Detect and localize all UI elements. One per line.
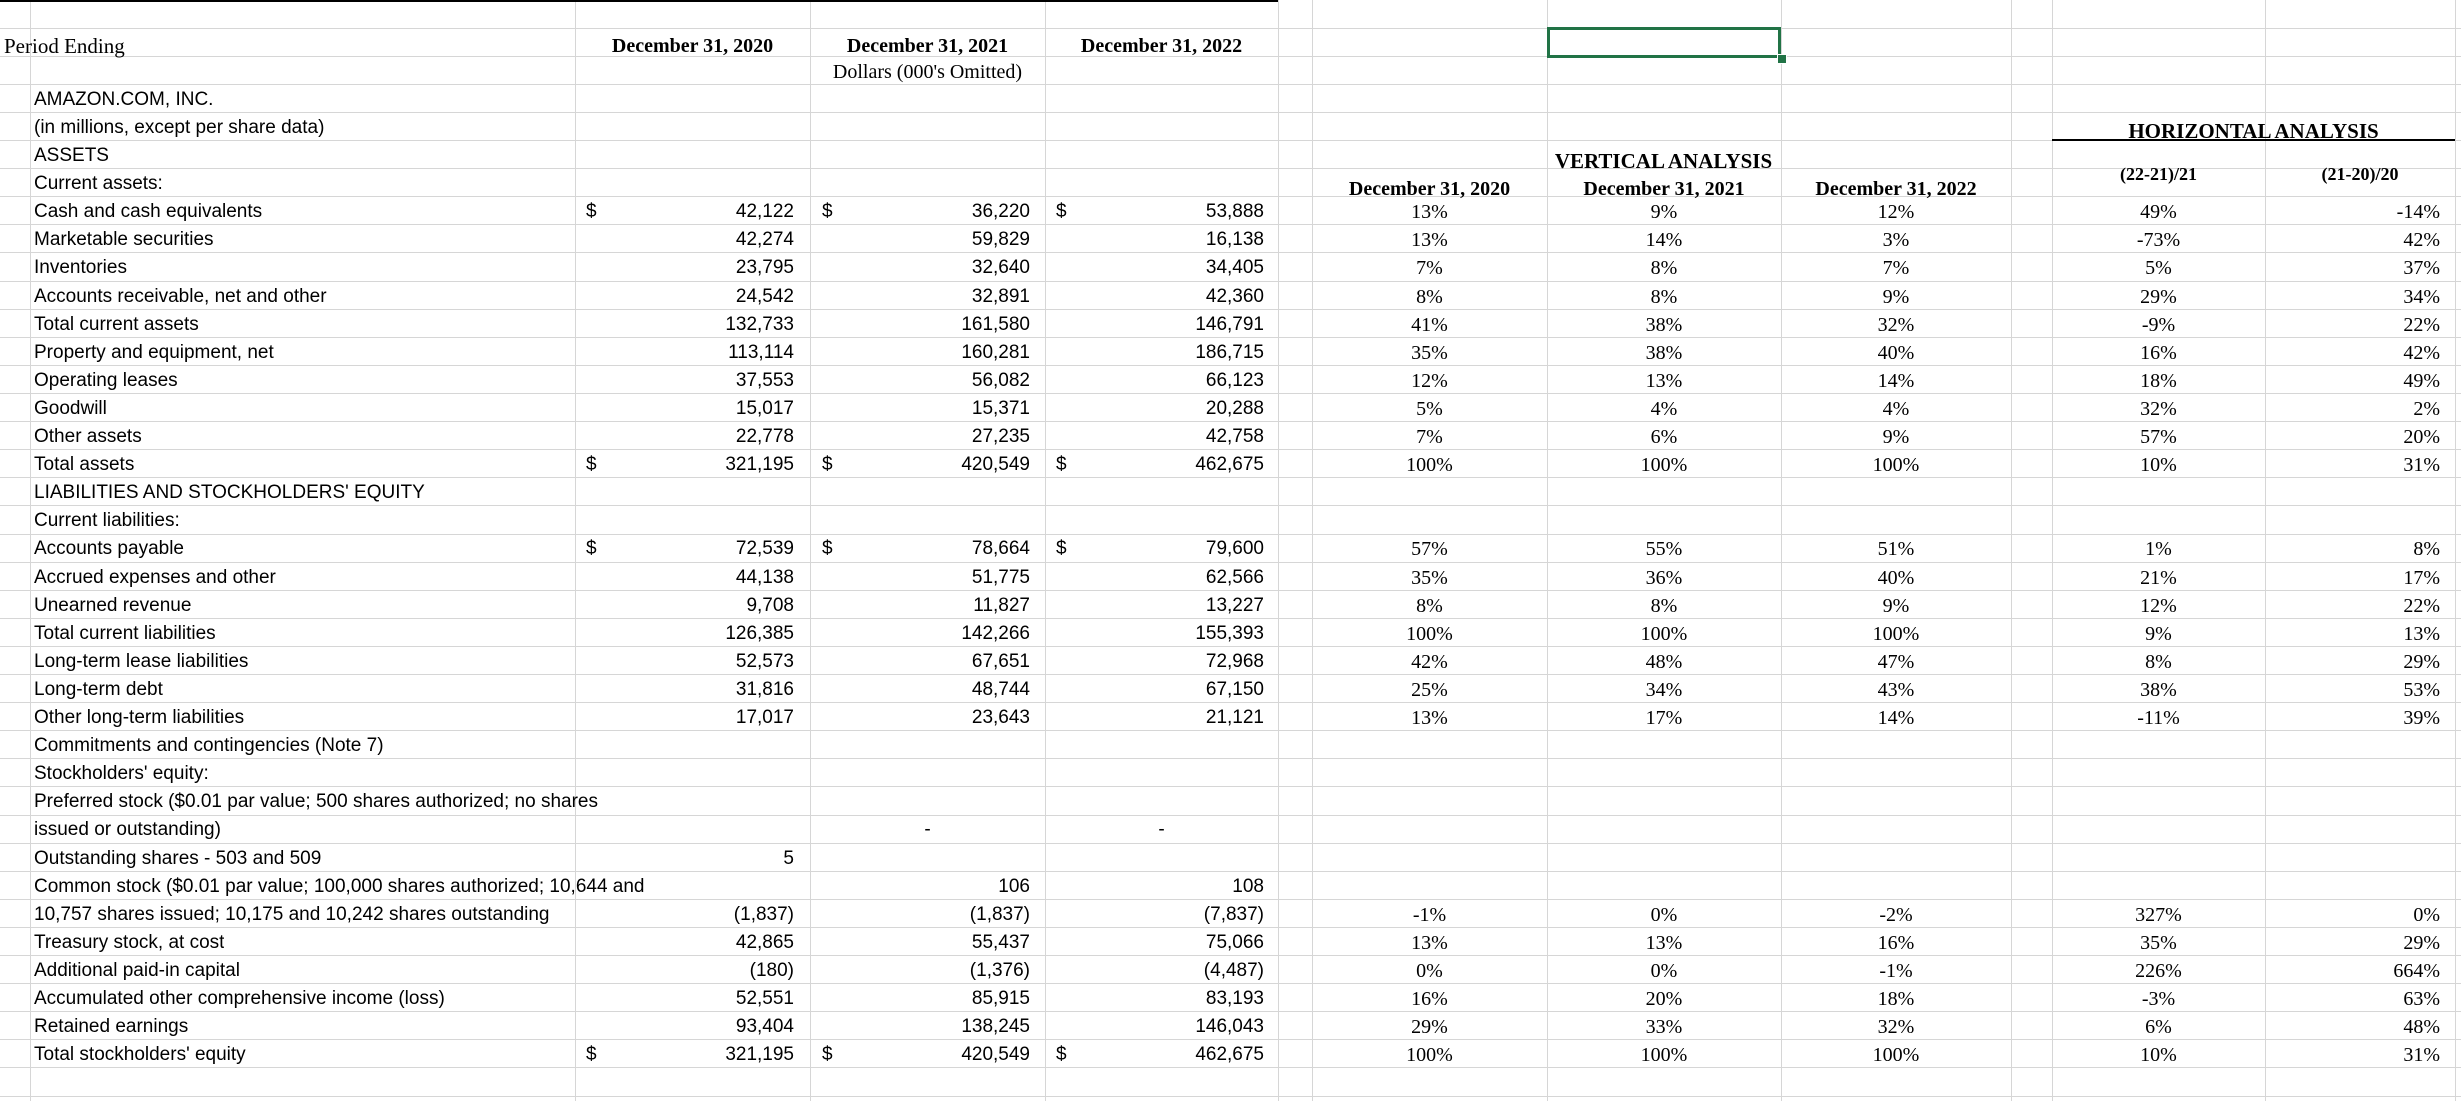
cell-p22[interactable]: 40% (1877, 567, 1915, 589)
cell-v20[interactable]: 126,385 (725, 623, 794, 644)
cell-h1[interactable]: -9% (2141, 314, 2176, 336)
cell-h1[interactable]: 18% (2140, 370, 2177, 392)
row-label: Total assets (34, 454, 135, 475)
cell-v21[interactable]: 48,744 (971, 679, 1030, 700)
cell-v22[interactable]: 462,675 (1195, 454, 1264, 475)
cell-p20[interactable]: 7% (1416, 257, 1443, 279)
cell-h1[interactable]: 12% (2140, 595, 2177, 617)
fill-handle[interactable] (1777, 54, 1787, 64)
row-label: Treasury stock, at cost (34, 932, 225, 953)
cell-v22[interactable]: (4,487) (1203, 960, 1264, 981)
horizontal-analysis-title: HORIZONTAL ANALYSIS (2128, 119, 2379, 143)
cell-h2[interactable]: 22% (2403, 314, 2440, 336)
row-label: Accounts receivable, net and other (34, 286, 327, 307)
header-2022: December 31, 2022 (1080, 35, 1243, 57)
gridline (810, 0, 811, 1101)
gridline (0, 28, 2461, 29)
cell-p20[interactable]: 5% (1416, 398, 1443, 420)
row-label: LIABILITIES AND STOCKHOLDERS' EQUITY (34, 482, 425, 503)
cell-p21[interactable]: 34% (1645, 679, 1683, 701)
cell-h2[interactable]: 31% (2403, 454, 2440, 476)
cell-p22[interactable]: 7% (1882, 257, 1910, 279)
cell-h2[interactable]: 29% (2403, 932, 2440, 954)
cell-p21[interactable]: 14% (1645, 229, 1683, 251)
cell-v22[interactable]: 186,715 (1195, 342, 1264, 363)
cell-v21[interactable]: 160,281 (961, 342, 1030, 363)
row-label: Outstanding shares - 503 and 509 (34, 848, 322, 869)
cell-v21[interactable]: 23,643 (971, 707, 1030, 728)
cell-p22[interactable]: 47% (1877, 651, 1915, 673)
vertical-header-2021: December 31, 2021 (1583, 178, 1745, 200)
cell-h2[interactable]: 2% (2413, 398, 2440, 420)
cell-v21[interactable]: 59,829 (971, 229, 1030, 250)
cell-h1[interactable]: 35% (2140, 932, 2177, 954)
cell-v21[interactable]: 27,235 (971, 426, 1030, 447)
cell-h2[interactable]: 20% (2403, 426, 2440, 448)
cell-h1[interactable]: 8% (2145, 651, 2172, 673)
cell-v21[interactable]: 56,082 (971, 370, 1030, 391)
vertical-analysis-title: VERTICAL ANALYSIS (1554, 149, 1773, 173)
cell-h2[interactable]: 31% (2403, 1044, 2440, 1066)
cell-h1[interactable]: 49% (2140, 201, 2177, 223)
cell-v20[interactable]: 113,114 (728, 342, 794, 363)
cell-v22[interactable]: 53,888 (1205, 201, 1264, 222)
cell-p22[interactable]: 40% (1877, 342, 1915, 364)
cell-v20[interactable]: 44,138 (735, 567, 794, 588)
cell-v21[interactable]: 36,220 (971, 201, 1030, 222)
cell-h1[interactable]: -73% (2136, 229, 2181, 251)
header-2020: December 31, 2020 (611, 35, 774, 57)
cell-d20[interactable]: $ (586, 454, 597, 475)
cell-p22[interactable]: 9% (1882, 595, 1910, 617)
cell-v20[interactable]: (180) (749, 960, 794, 981)
gridline (0, 1096, 2461, 1097)
cell-v22[interactable]: - (1158, 819, 1165, 840)
cell-v20[interactable]: 52,573 (735, 651, 794, 672)
cell-p20[interactable]: 16% (1411, 988, 1448, 1010)
row-label: Accrued expenses and other (34, 567, 276, 588)
cell-p22[interactable]: -1% (1879, 960, 1913, 982)
cell-d20[interactable]: $ (586, 201, 597, 222)
cell-p20[interactable]: 41% (1411, 314, 1448, 336)
row-label: Accumulated other comprehensive income (loss) (34, 988, 445, 1009)
cell-p21[interactable]: 0% (1650, 960, 1678, 982)
cell-h1[interactable]: 16% (2140, 342, 2177, 364)
row-label: Common stock ($0.01 par value; 100,000 shares authorized; 10,644 and (34, 876, 645, 897)
gridline (0, 112, 2461, 113)
cell-h1[interactable]: 9% (2145, 623, 2172, 645)
row-label: Current assets: (34, 173, 163, 194)
cell-h2[interactable]: 13% (2403, 623, 2440, 645)
cell-p21[interactable]: 36% (1645, 567, 1683, 589)
cell-v20[interactable]: 22,778 (735, 426, 794, 447)
cell-h2[interactable]: 37% (2403, 257, 2440, 279)
cell-h2[interactable]: 22% (2403, 595, 2440, 617)
gridline (30, 0, 31, 1101)
company-name: AMAZON.COM, INC. (34, 89, 214, 110)
row-label: Total stockholders' equity (34, 1044, 246, 1065)
cell-h2[interactable]: 39% (2403, 707, 2440, 729)
cell-h1[interactable]: 226% (2135, 960, 2182, 982)
cell-v20[interactable]: 42,122 (735, 201, 794, 222)
cell-h2[interactable]: 42% (2403, 229, 2440, 251)
horizontal-header-21-20: (21-20)/20 (2321, 164, 2399, 184)
cell-p21[interactable]: 8% (1650, 257, 1678, 279)
cell-h1[interactable]: 5% (2145, 257, 2172, 279)
vertical-header-2020: December 31, 2020 (1348, 178, 1511, 200)
cell-p22[interactable]: 9% (1882, 286, 1910, 308)
cell-v20[interactable]: 132,733 (725, 314, 794, 335)
cell-p21[interactable]: 6% (1650, 426, 1678, 448)
cell-v21[interactable]: 106 (998, 876, 1030, 897)
cell-h2[interactable]: 63% (2403, 988, 2440, 1010)
cell-p21[interactable]: 0% (1650, 904, 1678, 926)
cell-p20[interactable]: 100% (1406, 623, 1453, 645)
cell-v22[interactable]: 42,360 (1205, 286, 1264, 307)
cell-v20[interactable]: 72,539 (735, 538, 794, 559)
cell-p22[interactable]: 32% (1877, 1016, 1915, 1038)
cell-p20[interactable]: 13% (1411, 201, 1448, 223)
cell-v21[interactable]: 85,915 (971, 988, 1030, 1009)
gridline (1278, 0, 1279, 1101)
row-label: Property and equipment, net (34, 342, 274, 363)
cell-p22[interactable]: 100% (1872, 454, 1920, 476)
row-label: Preferred stock ($0.01 par value; 500 shares authorized; no shares (34, 791, 598, 812)
cell-v22[interactable]: 16,138 (1205, 229, 1264, 250)
cell-p20[interactable]: -1% (1412, 904, 1447, 926)
gridline (1045, 0, 1046, 1101)
cell-v22[interactable]: 21,121 (1205, 707, 1264, 728)
cell-h2[interactable]: -14% (2396, 201, 2440, 223)
cell-d21[interactable]: $ (822, 538, 833, 559)
cell-p20[interactable]: 7% (1416, 426, 1443, 448)
cell-p22[interactable]: 4% (1882, 398, 1910, 420)
gridline (0, 871, 2461, 872)
cell-p22[interactable]: 32% (1877, 314, 1915, 336)
cell-v21[interactable]: 32,640 (971, 257, 1030, 278)
cell-v22[interactable]: 146,043 (1195, 1016, 1264, 1037)
cell-v22[interactable]: 66,123 (1205, 370, 1264, 391)
cell-d22[interactable]: $ (1056, 201, 1067, 222)
cell-v21[interactable]: 15,371 (971, 398, 1030, 419)
cell-h2[interactable]: 664% (2393, 960, 2440, 982)
cell-v21[interactable]: 67,651 (971, 651, 1030, 672)
cell-h2[interactable]: 8% (2413, 538, 2440, 560)
cell-v21[interactable]: 420,549 (961, 1044, 1030, 1065)
cell-p20[interactable]: 13% (1411, 229, 1448, 251)
cell-v21[interactable]: 142,266 (961, 623, 1030, 644)
cell-p22[interactable]: 9% (1882, 426, 1910, 448)
cell-p20[interactable]: 13% (1411, 932, 1448, 954)
vertical-header-2022: December 31, 2022 (1815, 178, 1977, 200)
row-label: Retained earnings (34, 1016, 189, 1037)
cell-p21[interactable]: 100% (1640, 623, 1688, 645)
row-label: Stockholders' equity: (34, 763, 209, 784)
cell-d21[interactable]: $ (822, 201, 833, 222)
cell-v22[interactable]: 108 (1232, 876, 1264, 897)
row-label: issued or outstanding) (34, 819, 221, 840)
cell-v22[interactable]: 72,968 (1205, 651, 1264, 672)
cell-v20[interactable]: 24,542 (735, 286, 794, 307)
cell-p21[interactable]: 100% (1640, 1044, 1688, 1066)
row-label: Long-term debt (34, 679, 163, 700)
cell-v22[interactable]: (7,837) (1203, 904, 1264, 925)
gridline (575, 0, 576, 1101)
cell-p20[interactable]: 57% (1411, 538, 1448, 560)
cell-v20[interactable]: 15,017 (735, 398, 794, 419)
row-label: Other assets (34, 426, 142, 447)
row-label: Total current assets (34, 314, 199, 335)
row-label: Inventories (34, 257, 127, 278)
horizontal-header-22-21: (22-21)/21 (2120, 164, 2197, 184)
cell-h1[interactable]: 10% (2140, 1044, 2177, 1066)
cell-v21[interactable]: 32,891 (971, 286, 1030, 307)
cell-p20[interactable]: 25% (1411, 679, 1448, 701)
cell-p21[interactable]: 17% (1645, 707, 1683, 729)
cell-p22[interactable]: -2% (1879, 904, 1913, 926)
cell-d20[interactable]: $ (586, 1044, 597, 1065)
cell-p20[interactable]: 13% (1411, 707, 1448, 729)
gridline (0, 786, 2461, 787)
cell-p20[interactable]: 12% (1411, 370, 1448, 392)
cell-v21[interactable]: 55,437 (971, 932, 1030, 953)
cell-v20[interactable]: 52,551 (735, 988, 794, 1009)
cell-p21[interactable]: 8% (1650, 595, 1678, 617)
cell-v22[interactable]: 155,393 (1195, 623, 1264, 644)
cell-p22[interactable]: 43% (1877, 679, 1915, 701)
cell-p20[interactable]: 100% (1406, 1044, 1453, 1066)
cell-p21[interactable]: 38% (1645, 314, 1683, 336)
cell-v20[interactable]: 42,865 (735, 932, 794, 953)
cell-v20[interactable]: 9,708 (746, 595, 794, 616)
row-label: Other long-term liabilities (34, 707, 245, 728)
row-label: Current liabilities: (34, 510, 180, 531)
cell-p20[interactable]: 35% (1411, 567, 1448, 589)
cell-p22[interactable]: 3% (1882, 229, 1910, 251)
cell-v22[interactable]: 146,791 (1195, 314, 1264, 335)
cell-v22[interactable]: 79,600 (1205, 538, 1264, 559)
row-label: Cash and cash equivalents (34, 201, 263, 222)
cell-p20[interactable]: 35% (1411, 342, 1448, 364)
cell-p21[interactable]: 13% (1645, 370, 1683, 392)
cell-h2[interactable]: 34% (2403, 286, 2440, 308)
cell-p21[interactable]: 38% (1645, 342, 1683, 364)
cell-v22[interactable]: 62,566 (1205, 567, 1264, 588)
cell-p20[interactable]: 8% (1416, 286, 1443, 308)
cell-v21[interactable]: 11,827 (973, 595, 1030, 616)
cell-p22[interactable]: 18% (1877, 988, 1915, 1010)
cell-v20[interactable]: 37,553 (735, 370, 794, 391)
cell-v20[interactable]: 321,195 (725, 454, 794, 475)
cell-p21[interactable]: 20% (1645, 988, 1683, 1010)
row-label: ASSETS (34, 145, 109, 166)
cell-v20[interactable]: 17,017 (735, 707, 794, 728)
cell-p22[interactable]: 14% (1877, 370, 1915, 392)
selected-cell[interactable] (1547, 27, 1781, 58)
cell-p22[interactable]: 100% (1872, 1044, 1920, 1066)
cell-v21[interactable]: 138,245 (961, 1016, 1030, 1037)
cell-d22[interactable]: $ (1056, 454, 1067, 475)
cell-p22[interactable]: 14% (1877, 707, 1915, 729)
cell-v20[interactable]: 23,795 (735, 257, 794, 278)
cell-p20[interactable]: 8% (1416, 595, 1443, 617)
row-label: Commitments and contingencies (Note 7) (34, 735, 384, 756)
cell-v21[interactable]: 78,664 (971, 538, 1030, 559)
cell-p21[interactable]: 8% (1650, 286, 1678, 308)
cell-v21[interactable]: (1,376) (969, 960, 1030, 981)
gridline (0, 196, 2461, 197)
cell-d22[interactable]: $ (1056, 1044, 1067, 1065)
cell-v22[interactable]: 34,405 (1205, 257, 1264, 278)
cell-v22[interactable]: 13,227 (1205, 595, 1264, 616)
row-label: Goodwill (34, 398, 107, 419)
cell-d22[interactable]: $ (1056, 538, 1067, 559)
cell-d20[interactable]: $ (586, 538, 597, 559)
cell-h1[interactable]: 29% (2140, 286, 2177, 308)
cell-p21[interactable]: 33% (1645, 1016, 1683, 1038)
row-label: Long-term lease liabilities (34, 651, 249, 672)
row-label: Total current liabilities (34, 623, 216, 644)
cell-h1[interactable]: 1% (2145, 538, 2172, 560)
cell-p20[interactable]: 42% (1411, 651, 1448, 673)
company-units: (in millions, except per share data) (34, 117, 325, 138)
row-label: Unearned revenue (34, 595, 192, 616)
row-label: Operating leases (34, 370, 178, 391)
cell-h1[interactable]: 6% (2145, 1016, 2172, 1038)
cell-v20[interactable]: 93,404 (735, 1016, 794, 1037)
cell-h2[interactable]: 0% (2413, 904, 2440, 926)
row-label: Accounts payable (34, 538, 184, 559)
cell-p21[interactable]: 48% (1645, 651, 1683, 673)
cell-p22[interactable]: 12% (1877, 201, 1915, 223)
cell-d21[interactable]: $ (822, 1044, 833, 1065)
cell-p20[interactable]: 29% (1411, 1016, 1448, 1038)
period-ending-label: Period Ending (4, 34, 125, 58)
gridline (0, 84, 2461, 85)
cell-v21[interactable]: - (924, 819, 931, 840)
cell-h2[interactable]: 48% (2403, 1016, 2440, 1038)
cell-p21[interactable]: 4% (1650, 398, 1678, 420)
cell-v22[interactable]: 462,675 (1195, 1044, 1264, 1065)
cell-v20[interactable]: 321,195 (725, 1044, 794, 1065)
cell-h2[interactable]: 53% (2403, 679, 2440, 701)
cell-h1[interactable]: 32% (2140, 398, 2177, 420)
cell-h1[interactable]: 38% (2140, 679, 2177, 701)
cell-h1[interactable]: 10% (2140, 454, 2177, 476)
cell-d21[interactable]: $ (822, 454, 833, 475)
cell-v22[interactable]: 67,150 (1205, 679, 1264, 700)
cell-h1[interactable]: 57% (2140, 426, 2177, 448)
cell-v21[interactable]: 51,775 (971, 567, 1030, 588)
cell-p22[interactable]: 51% (1877, 538, 1915, 560)
cell-v20[interactable]: 42,274 (735, 229, 794, 250)
cell-p21[interactable]: 55% (1645, 538, 1683, 560)
cell-h2[interactable]: 29% (2403, 651, 2440, 673)
gridline (2455, 0, 2456, 1101)
cell-v21[interactable]: 161,580 (961, 314, 1030, 335)
cell-p21[interactable]: 100% (1640, 454, 1688, 476)
cell-h1[interactable]: 21% (2140, 567, 2177, 589)
row-label: Additional paid-in capital (34, 960, 240, 981)
cell-v21[interactable]: 420,549 (961, 454, 1030, 475)
cell-v21[interactable]: (1,837) (969, 904, 1030, 925)
top-border (0, 0, 1278, 2)
cell-p20[interactable]: 0% (1416, 960, 1443, 982)
cell-v22[interactable]: 42,758 (1205, 426, 1264, 447)
header-2021: December 31, 2021 (846, 35, 1009, 57)
row-label: 10,757 shares issued; 10,175 and 10,242 shares outstanding (34, 904, 550, 925)
cell-h1[interactable]: 327% (2135, 904, 2182, 926)
cell-v20[interactable]: 5 (783, 848, 794, 869)
cell-p21[interactable]: 9% (1650, 201, 1678, 223)
cell-p22[interactable]: 100% (1872, 623, 1920, 645)
cell-h1[interactable]: -11% (2137, 707, 2180, 729)
cell-h2[interactable]: 49% (2403, 370, 2440, 392)
cell-h2[interactable]: 17% (2403, 567, 2440, 589)
cell-p21[interactable]: 13% (1645, 932, 1683, 954)
cell-p22[interactable]: 16% (1877, 932, 1915, 954)
cell-v20[interactable]: 31,816 (735, 679, 794, 700)
dollars-note: Dollars (000's Omitted) (832, 61, 1023, 83)
cell-v22[interactable]: 75,066 (1205, 932, 1264, 953)
cell-v22[interactable]: 20,288 (1205, 398, 1264, 419)
cell-p20[interactable]: 100% (1406, 454, 1453, 476)
cell-v22[interactable]: 83,193 (1205, 988, 1264, 1009)
cell-h2[interactable]: 42% (2403, 342, 2440, 364)
cell-h1[interactable]: -3% (2141, 988, 2176, 1010)
row-label: Marketable securities (34, 229, 214, 250)
cell-v20[interactable]: (1,837) (733, 904, 794, 925)
